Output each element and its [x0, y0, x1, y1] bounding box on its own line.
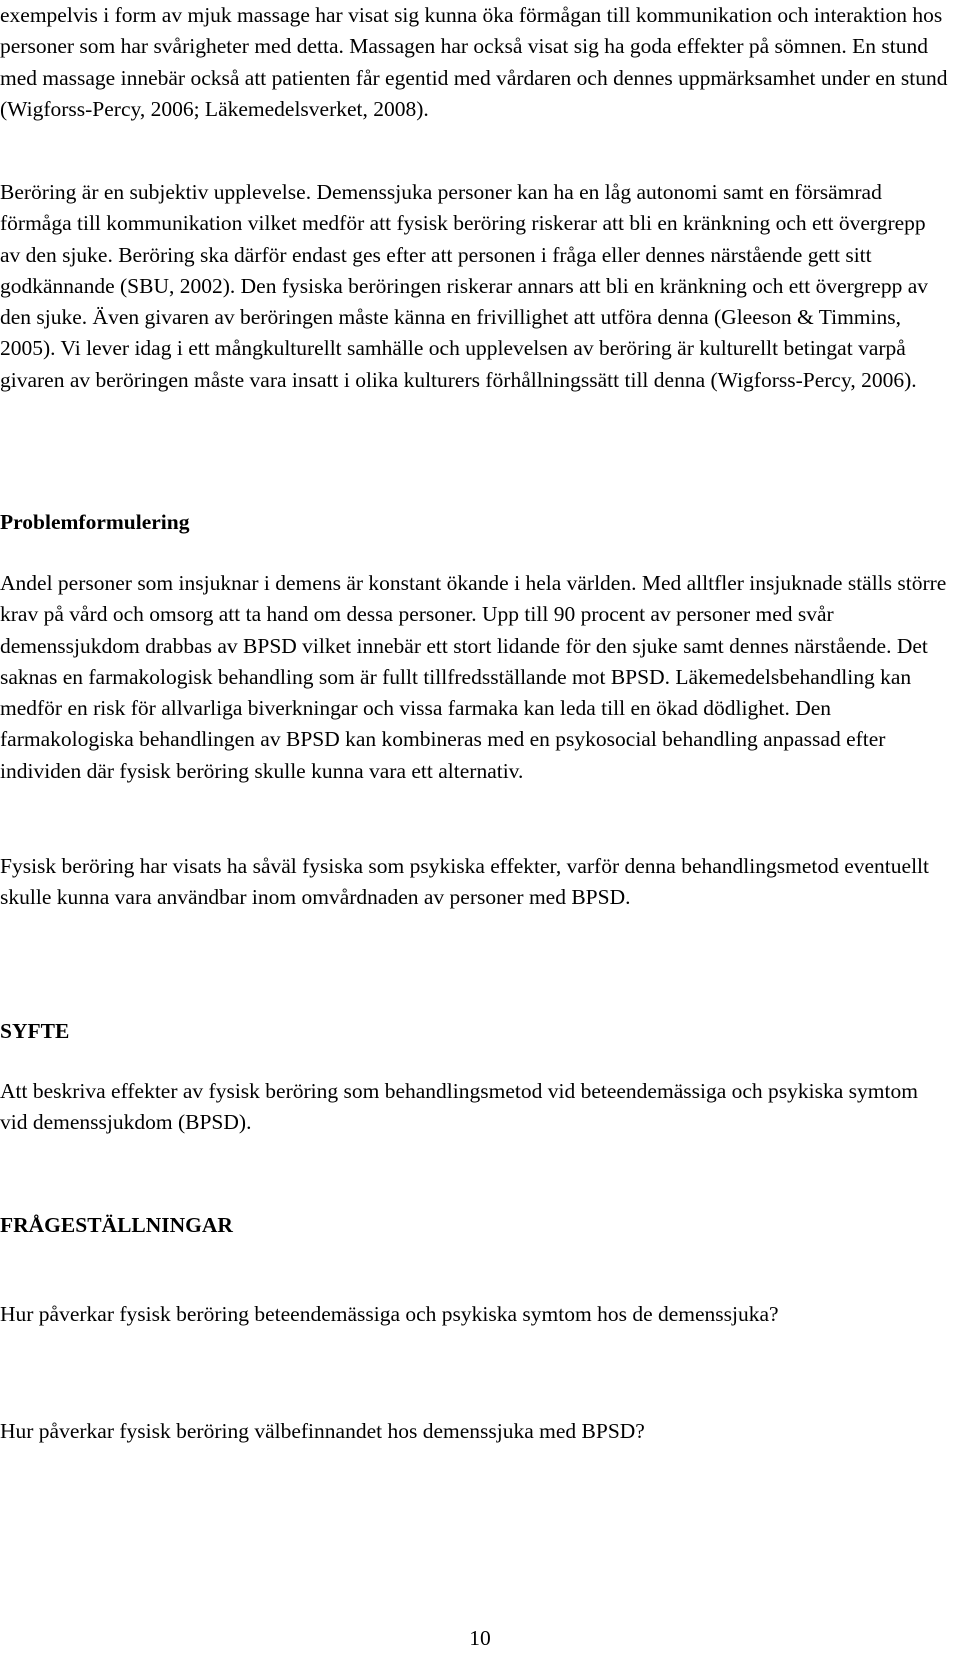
paragraph-aim: Att beskriva effekter av fysisk beröring som behandlingsmetod vid beteendemässiga och psykiska symtom vid demenssjukdom (BPSD). [0, 1079, 918, 1135]
paragraph-problem-1: Andel personer som insjuknar i demens är konstant ökande i hela världen. Med alltfler insjuknade ställs större krav på vård och omsorg att ta hand om dessa personer. Upp till 90 procent av personer med svår demenssjukdom drabbas av BPSD vilket innebär ett stort lidande för den sjuke samt dennes närstående. Det saknas en farmakologisk behandling som är fullt tillfredsställande mot BPSD. Läkemedelsbehandling kan medför en risk för allvarliga biverkningar och vissa farmaka kan leda till en ökad dödlighet. Den farmakologiska behandlingen av BPSD kan kombineras med en psykosocial behandling anpassad efter individen där fysisk beröring skulle kunna vara ett alternativ. [0, 571, 947, 783]
paragraph-massage-effects: exempelvis i form av mjuk massage har visat sig kunna öka förmågan till kommunikation och interaktion hos personer som har svårigheter med detta. Massagen har också visat sig ha goda effekter på sömnen. En stund med massage innebär också att patienten får egentid med vårdaren och dennes uppmärksamhet under en stund (Wigforss-Percy, 2006; Läkemedelsverket, 2008). [0, 3, 948, 121]
page-number: 10 [469, 1626, 491, 1650]
heading-aim: SYFTE [0, 1019, 70, 1043]
heading-problem-formulation: Problemformulering [0, 510, 190, 534]
paragraph-problem-2: Fysisk beröring har visats ha såväl fysiska som psykiska effekter, varför denna behandlingsmetod eventuellt skulle kunna vara användbar inom omvårdnaden av personer med BPSD. [0, 854, 929, 910]
paragraph-subjective-experience: Beröring är en subjektiv upplevelse. Demenssjuka personer kan ha en låg autonomi samt en försämrad förmåga till kommunikation vilket medför att fysisk beröring riskerar att bli en kränkning och ett övergrepp av den sjuke. Beröring ska därför endast ges efter att personen i fråga eller dennes närstående gett sitt godkännande (SBU, 2002). Den fysiska beröringen riskerar annars att bli en kränkning och ett övergrepp av den sjuke. Även givaren av beröringen måste känna en frivillighet att utföra denna (Gleeson & Timmins, 2005). Vi lever idag i ett mångkulturellt samhälle och upplevelsen av beröring är kulturellt betingat varpå givaren av beröringen måste vara insatt i olika kulturers förhållningssätt till denna (Wigforss-Percy, 2006). [0, 180, 929, 392]
heading-research-questions: FRÅGESTÄLLNINGAR [0, 1213, 233, 1237]
research-question-2: Hur påverkar fysisk beröring välbefinnandet hos demenssjuka med BPSD? [0, 1419, 645, 1443]
research-question-1: Hur påverkar fysisk beröring beteendemässiga och psykiska symtom hos de demenssjuka? [0, 1302, 779, 1326]
